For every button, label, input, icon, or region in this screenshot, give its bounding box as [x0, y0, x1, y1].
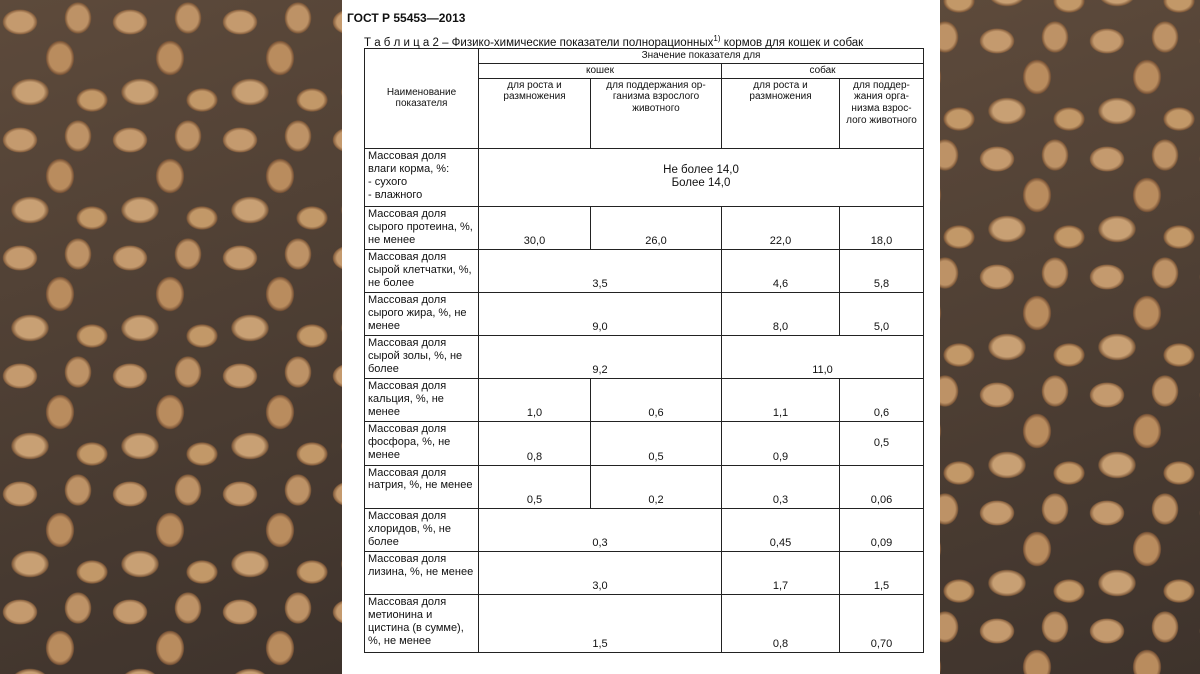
- methionine-cats: 1,5: [479, 594, 722, 652]
- lysine-dog-growth: 1,7: [722, 551, 840, 594]
- ash-cats: 9,2: [479, 336, 722, 379]
- protein-cat-growth: 30,0: [479, 206, 591, 249]
- kibble-photo-right: [940, 0, 1200, 674]
- header-dogs: собак: [722, 63, 924, 78]
- table-row: [365, 422, 924, 465]
- lysine-cats: 3,0: [479, 551, 722, 594]
- row-label-methionine: Массовая доля метионина и цистина (в сумме), %, не менее: [365, 594, 479, 652]
- table-row: [365, 206, 924, 249]
- calcium-dog-growth: 1,1: [722, 379, 840, 422]
- caption-suffix: кормов для кошек и собак: [720, 36, 864, 49]
- table-row: [365, 594, 924, 652]
- fiber-dog-growth: 4,6: [722, 250, 840, 293]
- chlorides-dog-growth: 0,45: [722, 508, 840, 551]
- header-value-group: Значение показателя для: [479, 49, 924, 64]
- table-row: [365, 293, 924, 336]
- row-label-phosphorus: Массовая доля фосфора, %, не менее: [365, 422, 479, 465]
- methionine-dog-adult: 0,70: [840, 594, 924, 652]
- row-label-lysine: Массовая доля лизина, %, не менее: [365, 551, 479, 594]
- phosphorus-dog-growth: 0,9: [722, 422, 840, 465]
- chlorides-dog-adult: 0,09: [840, 508, 924, 551]
- table-row: [365, 551, 924, 594]
- phosphorus-cat-growth: 0,8: [479, 422, 591, 465]
- sodium-dog-adult: 0,06: [840, 465, 924, 508]
- sodium-cat-adult: 0,2: [591, 465, 722, 508]
- chlorides-cats: 0,3: [479, 508, 722, 551]
- row-label-ash: Массовая доля сырой золы, %, не более: [365, 336, 479, 379]
- table-row: [365, 508, 924, 551]
- document-page: [342, 0, 940, 674]
- header-cat-adult: для поддержания организма взрослого животного: [591, 78, 722, 148]
- moisture-dry-value: Не более 14,0: [663, 163, 739, 176]
- kibble-photo-left: [0, 0, 342, 674]
- table-row: [365, 148, 924, 206]
- document-header: ГОСТ Р 55453—2013: [347, 11, 466, 25]
- table-caption: [364, 34, 934, 49]
- table-row: [365, 250, 924, 293]
- row-label-sodium: Массовая доля натрия, %, не менее: [365, 465, 479, 508]
- protein-dog-adult: 18,0: [840, 206, 924, 249]
- fat-dog-adult: 5,0: [840, 293, 924, 336]
- lysine-dog-adult: 1,5: [840, 551, 924, 594]
- row-label-fat: Массовая доля сырого жира, %, не менее: [365, 293, 479, 336]
- calcium-cat-adult: 0,6: [591, 379, 722, 422]
- header-dog-adult: для поддержания организма взрослого животного: [840, 78, 924, 148]
- methionine-dog-growth: 0,8: [722, 594, 840, 652]
- moisture-wet-value: Более 14,0: [671, 177, 731, 190]
- protein-dog-growth: 22,0: [722, 206, 840, 249]
- table-row: [365, 379, 924, 422]
- header-dog-growth: для роста и размножения: [722, 78, 840, 148]
- table-row: [365, 336, 924, 379]
- row-label-fiber: Массовая доля сырой клетчатки, %, не более: [365, 250, 479, 293]
- fat-cats: 9,0: [479, 293, 722, 336]
- header-cat-growth: для роста и размножения: [479, 78, 591, 148]
- calcium-dog-adult: 0,6: [840, 379, 924, 422]
- physico-chemical-table: [364, 48, 924, 653]
- fiber-cats: 3,5: [479, 250, 722, 293]
- header-cats: кошек: [479, 63, 722, 78]
- ash-dogs: 11,0: [722, 336, 924, 379]
- fat-dog-growth: 8,0: [722, 293, 840, 336]
- row-label-moisture: Массовая доля влаги корма, %: - сухого - влажного: [365, 148, 479, 206]
- caption-text: Т а б л и ц а 2 – Физико-химические показатели полнорационных: [364, 36, 714, 49]
- protein-cat-adult: 26,0: [591, 206, 722, 249]
- header-indicator-name: Наименование показателя: [365, 49, 479, 149]
- row-label-protein: Массовая доля сырого протеина, %, не менее: [365, 206, 479, 249]
- calcium-cat-growth: 1,0: [479, 379, 591, 422]
- sodium-cat-growth: 0,5: [479, 465, 591, 508]
- row-label-chlorides: Массовая доля хлоридов, %, не более: [365, 508, 479, 551]
- moisture-values: [479, 148, 924, 206]
- sodium-dog-growth: 0,3: [722, 465, 840, 508]
- phosphorus-dog-adult: 0,5: [840, 422, 924, 465]
- table-row: [365, 465, 924, 508]
- phosphorus-cat-adult: 0,5: [591, 422, 722, 465]
- row-label-calcium: Массовая доля кальция, %, не менее: [365, 379, 479, 422]
- fiber-dog-adult: 5,8: [840, 250, 924, 293]
- caption-footnote-mark: 1): [713, 34, 721, 43]
